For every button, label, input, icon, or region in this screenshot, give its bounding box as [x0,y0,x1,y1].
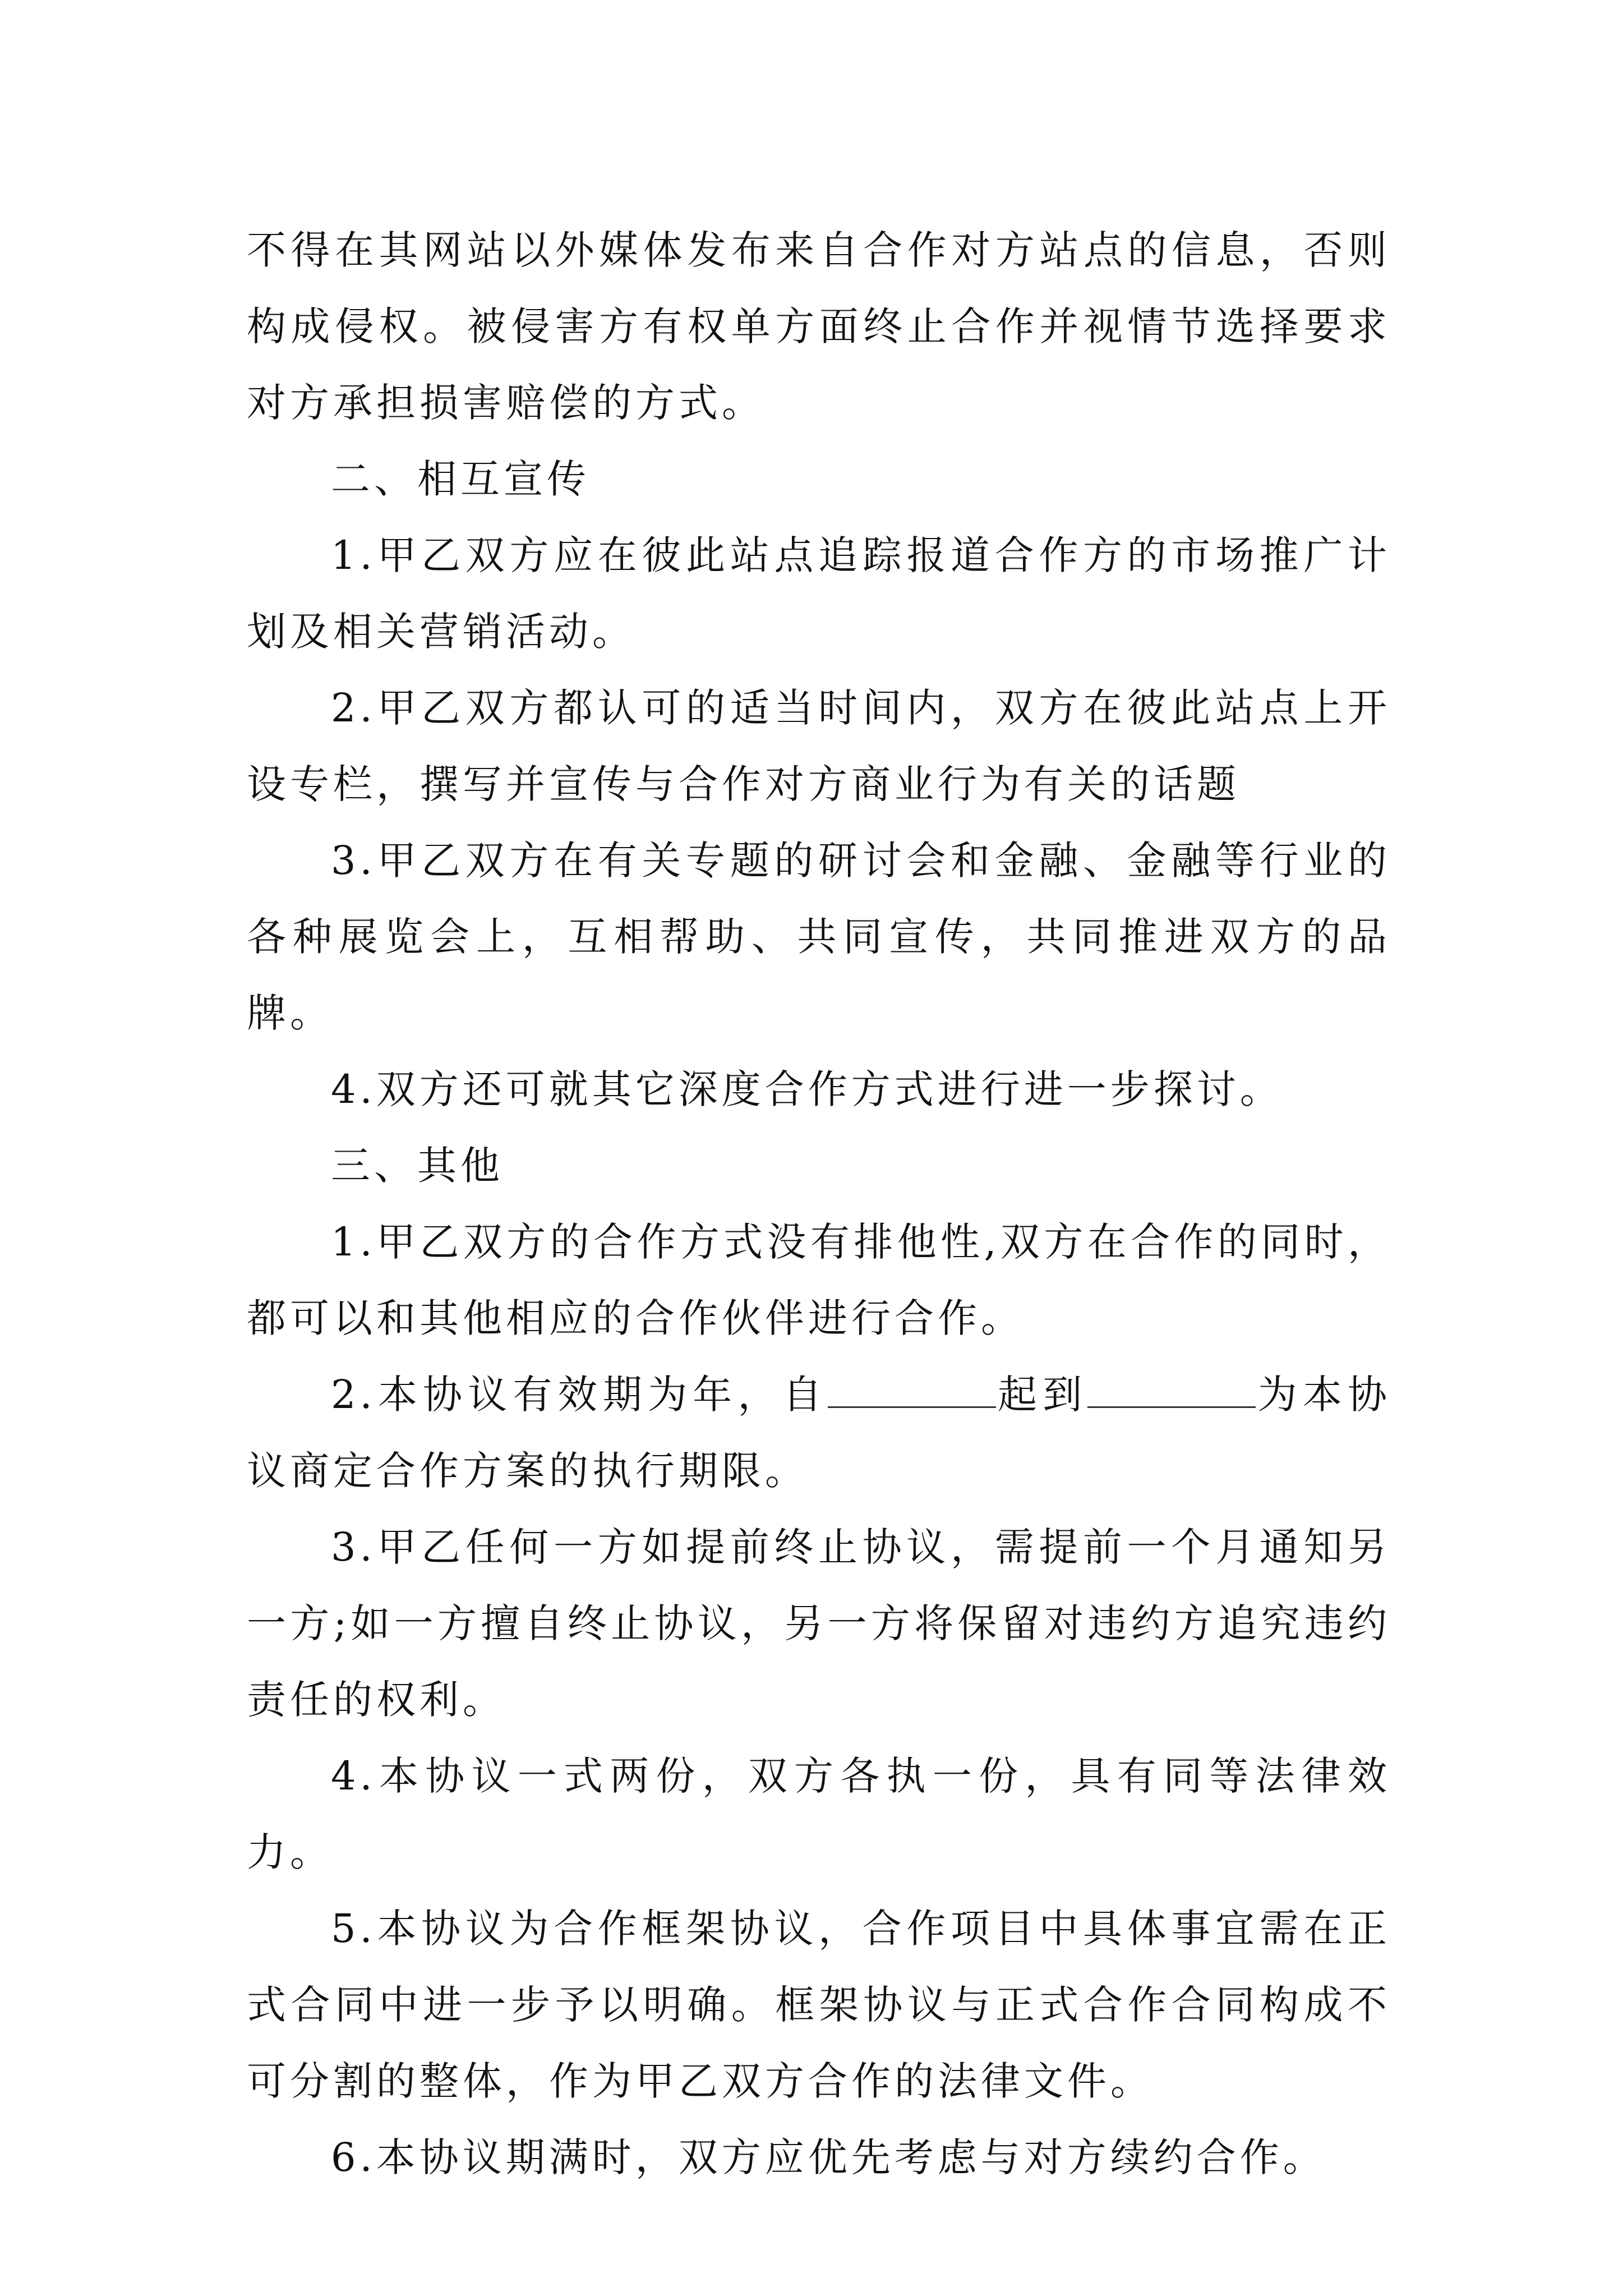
paragraph-other-4: 4.本协议一式两份，双方各执一份，具有同等法律效力。 [247,1753,1391,1875]
section-heading-mutual-promotion: 二、相互宣传 [331,456,590,502]
validity-text-end: 为本协议商定合作方案的执行期限。 [247,1372,1391,1494]
validity-text-middle: 起到 [995,1372,1088,1418]
paragraph-promotion-2: 2.甲乙双方都认可的适当时间内，双方在彼此站点上开设专栏，撰写并宣传与合作对方商业行为有关的话题 [247,685,1391,807]
end-date-blank [1087,1375,1256,1408]
document-body [247,212,1391,2196]
paragraph-other-5: 5.本协议为合作框架协议，合作项目中具体事宜需在正式合同中进一步予以明确。框架协议与正式合作合同构成不可分割的整体，作为甲乙双方合作的法律文件。 [247,1906,1391,2104]
paragraph-promotion-3: 3.甲乙双方在有关专题的研讨会和金融、金融等行业的各种展览会上，互相帮助、共同宣传，共同推进双方的品牌。 [247,838,1391,1036]
validity-text-start: 2.本协议有效期为年，自 [331,1372,828,1418]
paragraph-continued-clause: 不得在其网站以外媒体发布来自合作对方站点的信息，否则构成侵权。被侵害方有权单方面终止合作并视情节选择要求对方承担损害赔偿的方式。 [247,227,1391,426]
section-heading-other: 三、其他 [331,1143,504,1189]
paragraph-promotion-4: 4.双方还可就其它深度合作方式进行进一步探讨。 [331,1066,1283,1112]
paragraph-other-6: 6.本协议期满时，双方应优先考虑与对方续约合作。 [331,2134,1326,2180]
start-date-blank [828,1375,996,1408]
paragraph-other-2-validity [247,1356,1391,1509]
paragraph-other-3: 3.甲乙任何一方如提前终止协议，需提前一个月通知另一方;如一方擅自终止协议，另一方将保留对违约方追究违约责任的权利。 [247,1524,1391,1723]
paragraph-promotion-1: 1.甲乙双方应在彼此站点追踪报道合作方的市场推广计划及相关营销活动。 [247,532,1391,655]
paragraph-other-1: 1.甲乙双方的合作方式没有排他性,双方在合作的同时，都可以和其他相应的合作伙伴进行合作。 [247,1219,1391,1341]
